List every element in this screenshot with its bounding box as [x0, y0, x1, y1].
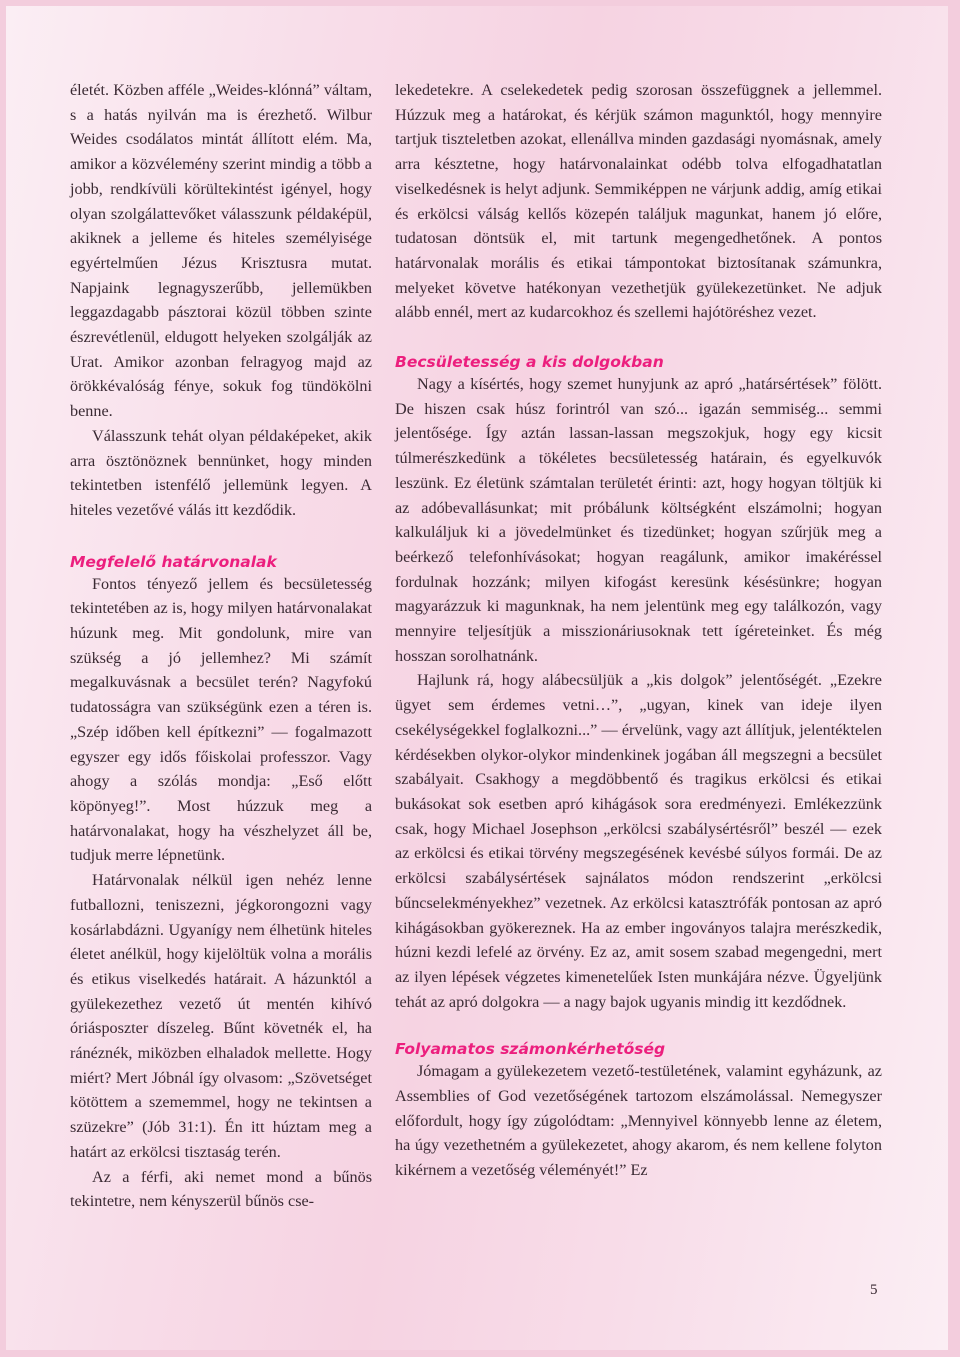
section-heading: Megfelelő határvonalak [70, 552, 277, 571]
document-page [6, 6, 948, 1350]
paragraph: Nagy a kísértés, hogy szemet hunyjunk az apró „határsértések” fölött. De hiszen csak húsz forintról van szó... igazán semmiség... semmi jelentősége. Így aztán lassan-lassan megszokjuk, hogy egy kicsit túlmerészkedünk a tökéletes becsületesség határain, és egyelkuvók leszünk. Ez életünk számtalan területét érinti: azt, hogy hogyan töltjük ki az adóbevallásunkat; mit próbálunk költségként elszámolni; hogyan kalkuláljuk ki a jövedelmünket és tizedünket; hogyan szűrjük meg a beérkező telefonhívásokat; hogyan reagálunk, amikor imakéréssel fordulnak hozzánk; milyen kifogást keresünk késésünkre; hogyan magyarázzuk ki magunknak, ha nem jelentünk meg egy találkozón, vagy mennyire teljesítjük a misszionáriusoknak tett ígéreteinket. És még hosszan sorolhatnánk. [395, 375, 882, 665]
paragraph: lekedetekre. A cselekedetek pedig szorosan összefüggnek a jellemmel. Húzzuk meg a határokat, és kérjük számon magunktól, hogy mennyire tartjuk tiszteletben azokat, ellenállva minden gazdasági nyomásnak, amely arra késztetne, hogy határvonalainkat odébb tolva elfogadhatatlan viselkedésnek is helyt adjunk. Semmiképpen ne várjunk addig, amíg etikai és erkölcsi válság kellős közepén találjuk magunkat, hanem jó előre, tudatosan döntsük el, mit tartunk megengedhetőnek. A pontos határvonalak morális és etikai támpontokat biztosítanak számunkra, melyeket követve hatékonyan vezethetjük gyülekezetünket. Ne adjuk alább ennél, mert az kudarcokhoz és szellemi hajótöréshez vezet. [395, 81, 882, 322]
left-column [70, 78, 372, 1214]
paragraph: Jómagam a gyülekezetem vezető-testületének, valamint egyházunk, az Assemblies of God vezetőségének tartozom elszámolással. Nemegyszer előfordult, hogy így zúgolódtam: „Mennyivel könnyebb lenne az életem, ha úgy vezethetném a gyülekezetet, ahogy akarom, és nem kellene folyton kikérnem a vezetőség véleményét!” Ez [395, 1062, 882, 1180]
paragraph: életét. Közben afféle „Weides-klónná” váltam, s a hatás nyilván ma is érezhető. Wilbur Weides csodálatos mintát állított elém. Ma, amikor a közvélemény szerint mindig a több a jobb, rendkívüli körültekintést igényel, hogy olyan szolgálattevőket válasszunk példaképül, akiknek a jelleme és hiteles személyisége egyértelműen Jézus Krisztusra mutat. Napjaink legnagyszerűbb, jellemükben leggazdagabb pásztorai közül többen szinte észrevétlenül, eldugott helyeken szolgálják az Urat. Amikor azonban felragyog majd az örökkévalóság fénye, sokuk fog tündökölni benne. [70, 81, 372, 421]
paragraph: Válasszunk tehát olyan példaképeket, akik arra ösztönöznek bennünket, hogy minden tekintetben istenfélő jellemünk legyen. A hiteles vezetővé válás itt kezdődik. [70, 426, 372, 519]
paragraph: Fontos tényező jellem és becsületesség tekintetében az is, hogy milyen határvonalakat húzunk meg. Mit gondolunk, mire van szükség a jó jellemhez? Mi számít megalkuvásnak a becsület terén? Nagyfokú tudatosságra van szükségünk ezen a téren is. „Szép időben kell építkezni” — fogalmazott egyszer egy idős főiskolai professzor. Vagy ahogy a szólás mondja: „Eső előtt köpönyeg!”. Most húzzuk meg a határvonalakat, hogy ha vészhelyzet áll be, tudjuk merre lépnetünk. [70, 574, 372, 865]
section-heading: Folyamatos számonkérhetőség [395, 1040, 666, 1059]
paragraph: Hajlunk rá, hogy alábecsüljük a „kis dolgok” jelentőségét. „Ezekre ügyet sem érdemes vetni…”, „ugyan, kinek van ideje ilyen csekélységekkel foglalkozni...” — érvelünk, vagy azt állítjuk, jelentéktelen kérdésekben olykor-olykor mindenkinek jogában áll megszegni a becsület szabályait. Csakhogy a megdöbbentő és tragikus erkölcsi és etikai bukásokat sok esetben apró kihágások sora eredményezi. Emlékezzünk csak, hogy Michael Josephson „erkölcsi szabálysértésről” beszél — ezek az erkölcsi és etikai törvény megszegésének kevésbé súlyos formái. De az erkölcsi szabálysértések sajnálatos módon rendszerint „erkölcsi bűncselekményekhez” vezetnek. Az erkölcsi katasztrófák pontosan az apró kihágásokban gyökereznek. Ha az ember ingoványos talajra merészkedik, húzni kezdi lefelé az örvény. Ez az, amit sosem szabad megengedni, mert az ilyen lépések végzetes kimenetelűek Isten munkájára nézve. Ügyeljünk tehát az apró dolgokra — a nagy bajok ugyanis mindig itt kezdődnek. [395, 671, 882, 1011]
paragraph: Az a férfi, aki nemet mond a bűnös tekintetre, nem kényszerül bűnös cse- [70, 1167, 372, 1211]
paragraph: Határvonalak nélkül igen nehéz lenne futballozni, teniszezni, jégkorongozni vagy kosárlabdázni. Ugyanígy nem élhetünk hiteles életet anélkül, hogy kijelöltük volna a morális és etikus viselkedés határait. A házunktól a gyülekezethez vezető út mentén kihívó óriásposzter díszeleg. Bűnt követnék el, ha ránéznék, miközben elhaladok mellette. Hogy miért? Mert Jóbnál így olvasom: „Szövetséget kötöttem a szememmel, hogy ne tekintsen a szüzekre” (Jób 31:1). Én itt húztam meg a határt az erkölcsi tisztaság terén. [70, 871, 372, 1161]
page-number: 5 [870, 1282, 878, 1298]
right-column [395, 78, 882, 1183]
section-heading: Becsületesség a kis dolgokban [395, 353, 664, 372]
